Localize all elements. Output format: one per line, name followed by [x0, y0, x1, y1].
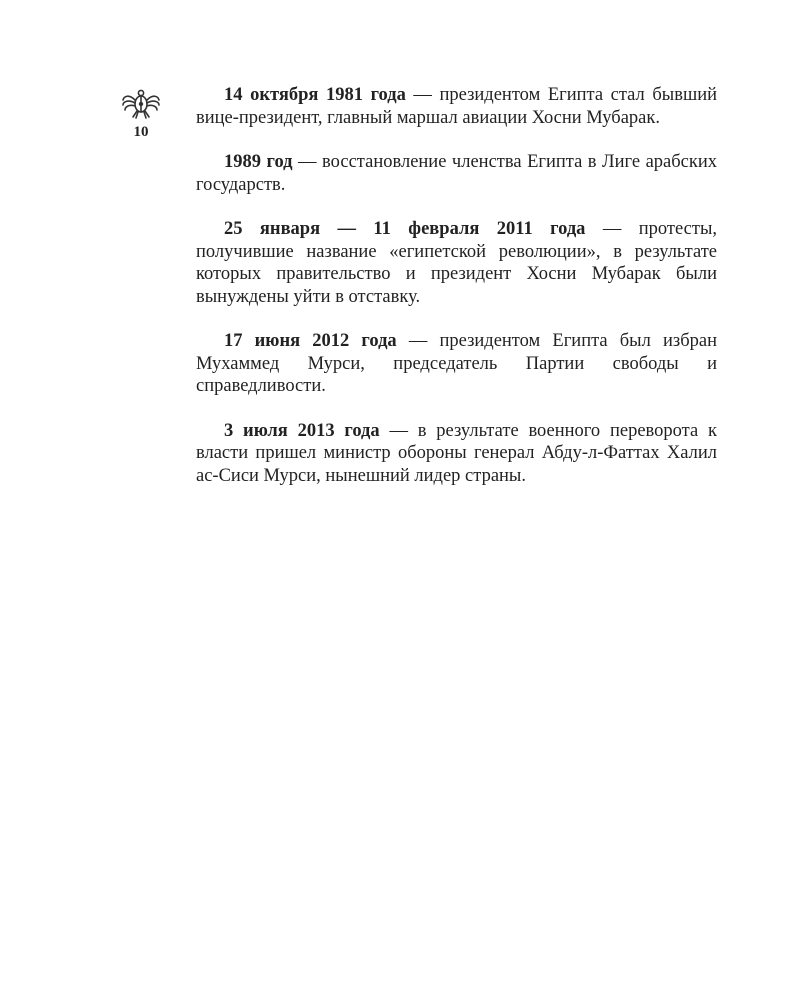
- entry-date: 17 июня 2012 года: [224, 331, 397, 351]
- entry-text: — протесты, получившие название «египетской революции», в результате которых правительство и президент Хосни Мубарак были вынуждены уйти в отставку.: [196, 219, 718, 307]
- chronology-entry: [196, 218, 717, 308]
- chronology-entry: [196, 330, 717, 398]
- chronology-entry: [196, 151, 717, 196]
- scarab-icon: [121, 86, 161, 120]
- chronology-text: [196, 84, 717, 509]
- page-number: 10: [133, 124, 149, 140]
- entry-text: — президентом Египта стал бывший вице-президент, главный маршал авиации Хосни Мубарак.: [196, 85, 718, 128]
- chronology-entry: [196, 84, 717, 129]
- entry-date: 25 января — 11 февраля 2011 года: [224, 219, 586, 239]
- page-margin: [118, 86, 164, 141]
- entry-date: 1989 год: [224, 152, 293, 172]
- entry-date: 14 октября 1981 года: [224, 85, 406, 105]
- chronology-entry: [196, 420, 717, 488]
- entry-text: — в результате военного переворота к власти пришел министр обороны генерал Абду-л-Фаттах Халил ас-Сиси Мурси, нынешний лидер страны.: [196, 420, 717, 486]
- entry-text: — президентом Египта был избран Мухаммед Мурси, председатель Партии свободы и справедливости.: [196, 331, 717, 396]
- entry-date: 3 июля 2013 года: [224, 420, 380, 441]
- entry-text: — восстановление членства Египта в Лиге арабских государств.: [196, 152, 718, 195]
